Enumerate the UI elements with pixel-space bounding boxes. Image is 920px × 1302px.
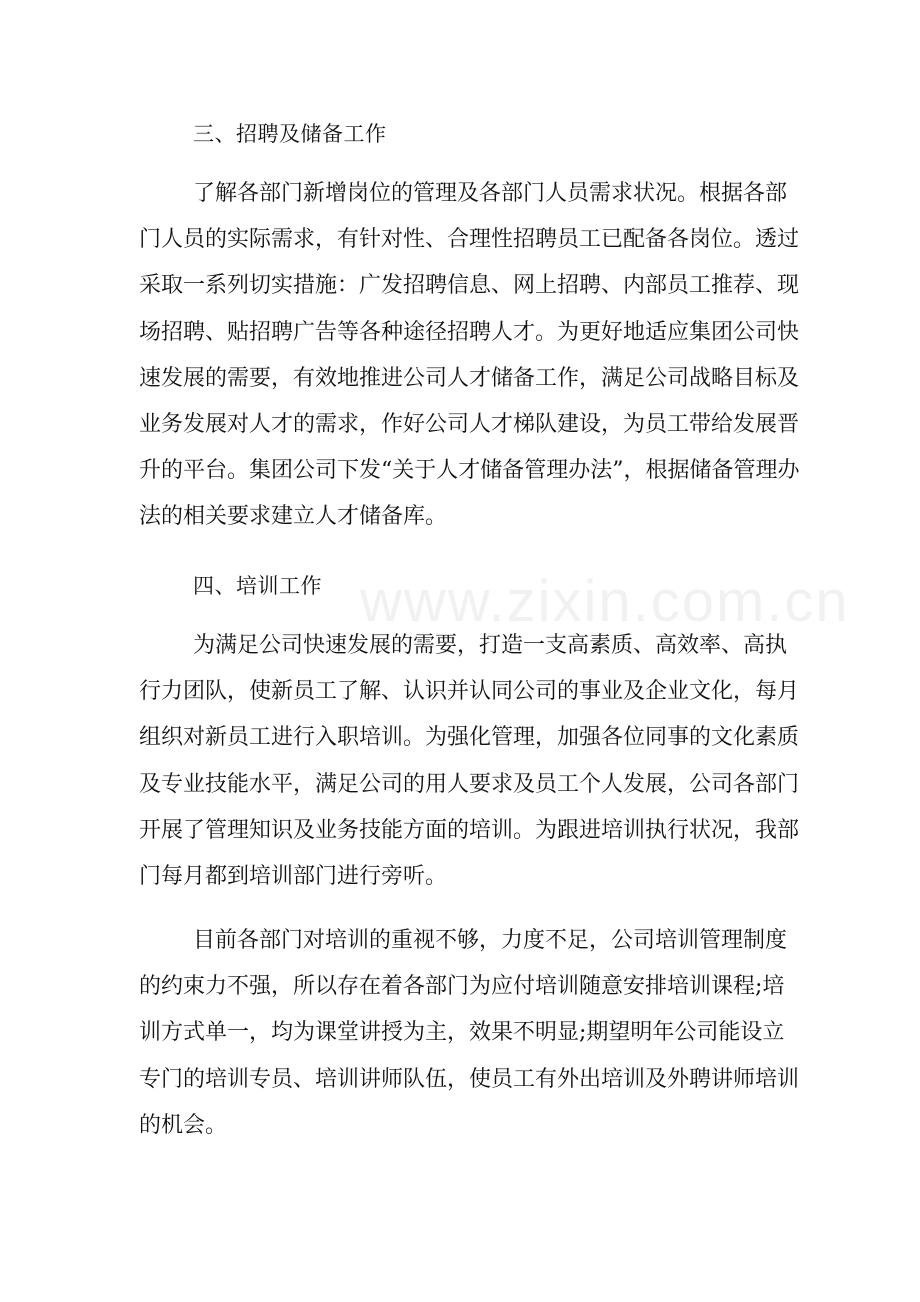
paragraph-line: 训方式单一，均为课堂讲授为主，效果不明显;期望明年公司能设立 bbox=[139, 1020, 785, 1046]
section-heading-training: 四、培训工作 bbox=[193, 574, 322, 598]
paragraph-line: 采取一系列切实措施：广发招聘信息、网上招聘、内部员工推荐、现 bbox=[139, 273, 800, 299]
paragraph-line: 的约束力不强，所以存在着各部门为应付培训随意安排培训课程;培 bbox=[139, 974, 785, 1000]
paragraph-line: 门每月都到培训部门进行旁听。 bbox=[139, 863, 448, 889]
section-heading-recruitment: 三、招聘及储备工作 bbox=[193, 122, 387, 146]
paragraph-line: 目前各部门对培训的重视不够，力度不足，公司培训管理制度 bbox=[193, 928, 788, 953]
paragraph-line: 法的相关要求建立人才储备库。 bbox=[139, 504, 448, 530]
paragraph-line: 了解各部门新增岗位的管理及各部门人员需求状况。根据各部 bbox=[193, 181, 788, 206]
paragraph-line: 为满足公司快速发展的需要，打造一支高素质、高效率、高执 bbox=[193, 633, 788, 658]
paragraph-line: 及专业技能水平，满足公司的用人要求及员工个人发展，公司各部门 bbox=[139, 771, 800, 797]
paragraph-training-1 bbox=[139, 623, 800, 900]
paragraph-line: 开展了管理知识及业务技能方面的培训。为跟进培训执行状况，我部 bbox=[139, 817, 800, 843]
paragraph-line: 专门的培训专员、培训讲师队伍，使员工有外出培训及外聘讲师培训 bbox=[139, 1066, 800, 1092]
paragraph-line: 升的平台。集团公司下发“关于人才储备管理办法”，根据储备管理办 bbox=[139, 458, 800, 484]
paragraph-recruitment bbox=[139, 171, 800, 541]
paragraph-training-2 bbox=[139, 918, 800, 1149]
watermark: www.zixin.com.cn bbox=[360, 569, 850, 634]
paragraph-line: 场招聘、贴招聘广告等各种途径招聘人才。为更好地适应集团公司快 bbox=[139, 319, 800, 345]
paragraph-line: 的机会。 bbox=[139, 1112, 228, 1138]
paragraph-line: 速发展的需要，有效地推进公司人才储备工作，满足公司战略目标及 bbox=[139, 365, 800, 391]
paragraph-line: 门人员的实际需求，有针对性、合理性招聘员工已配备各岗位。透过 bbox=[139, 227, 800, 253]
paragraph-line: 组织对新员工进行入职培训。为强化管理，加强各位同事的文化素质 bbox=[139, 725, 800, 751]
paragraph-line: 行力团队，使新员工了解、认识并认同公司的事业及企业文化，每月 bbox=[139, 679, 800, 705]
paragraph-line: 业务发展对人才的需求，作好公司人才梯队建设，为员工带给发展晋 bbox=[139, 411, 800, 437]
